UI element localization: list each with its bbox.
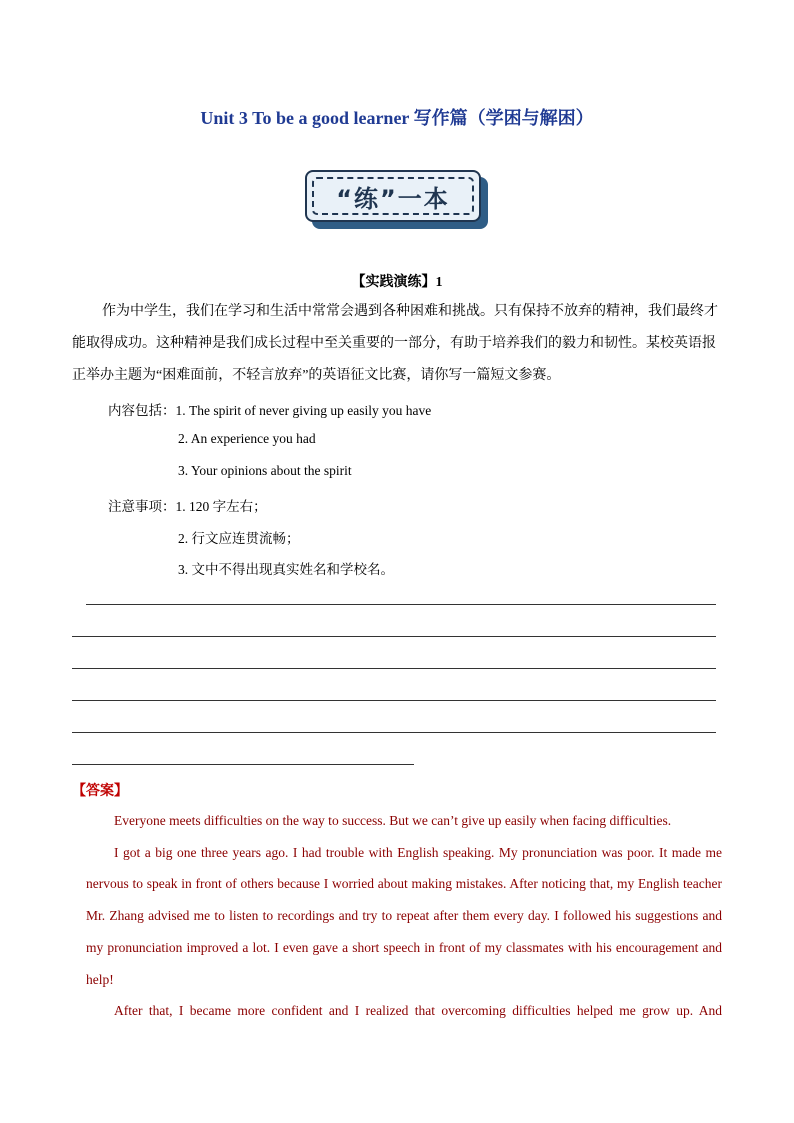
writing-line[interactable] xyxy=(86,604,716,605)
answer-paragraph: I got a big one three years ago. I had trouble with English speaking. My pronunciation was poor. It made me nervous to speak in front of others because I worried about making mistakes. After noticing that, my English teacher Mr. Zhang advised me to listen to recordings and try to repeat after them every day. I followed his suggestions and my pronunciation improved a lot. I even gave a short speech in front of my classmates with his encouragement and help! xyxy=(86,844,722,987)
page-title: Unit 3 To be a good learner 写作篇（学困与解困） xyxy=(200,108,594,128)
notes-line-1 xyxy=(108,495,267,515)
answer-label: 【答案】 xyxy=(72,784,128,799)
content-item: 3. Your opinions about the spirit xyxy=(178,463,352,478)
notes-label: 注意事项： xyxy=(108,499,176,514)
answer-paragraph: Everyone meets difficulties on the way to success. But we can’t give up easily when facing difficulties. xyxy=(114,813,672,828)
banner-dashed-border xyxy=(312,177,474,215)
notes-item: 2. 行文应连贯流畅； xyxy=(178,531,300,546)
content-item: 2. An experience you had xyxy=(178,431,316,446)
section-title: 【实践演练】1 xyxy=(351,275,443,290)
prompt-text: 作为中学生，我们在学习和生活中常常会遇到各种困难和挑战。只有保持不放弃的精神，我们最终才能取得成功。这种精神是我们成长过程中至关重要的一部分，有助于培养我们的毅力和韧性。某校英语报正举办主题为“困难面前，不轻言放弃”的英语征文比赛，请你写一篇短文参赛。 xyxy=(72,304,718,383)
answer-body xyxy=(86,805,722,1027)
content-item: 1. The spirit of never giving up easily you have xyxy=(175,403,432,418)
banner-text: “练”一本 xyxy=(336,184,450,213)
answer-paragraph: After that, I became more confident and I realized that overcoming difficulties helped me grow up. And xyxy=(114,1003,722,1019)
content-label: 内容包括： xyxy=(108,403,176,418)
practice-banner xyxy=(305,170,491,232)
banner-frame xyxy=(305,170,481,222)
writing-line[interactable] xyxy=(72,764,414,765)
content-line-1 xyxy=(108,399,431,419)
writing-line[interactable] xyxy=(72,700,716,701)
prompt-paragraph xyxy=(72,296,722,392)
writing-line[interactable] xyxy=(72,636,716,637)
writing-line[interactable] xyxy=(72,668,716,669)
writing-line[interactable] xyxy=(72,732,716,733)
notes-item: 3. 文中不得出现真实姓名和学校名。 xyxy=(178,562,394,577)
notes-item: 1. 120 字左右； xyxy=(175,499,267,514)
